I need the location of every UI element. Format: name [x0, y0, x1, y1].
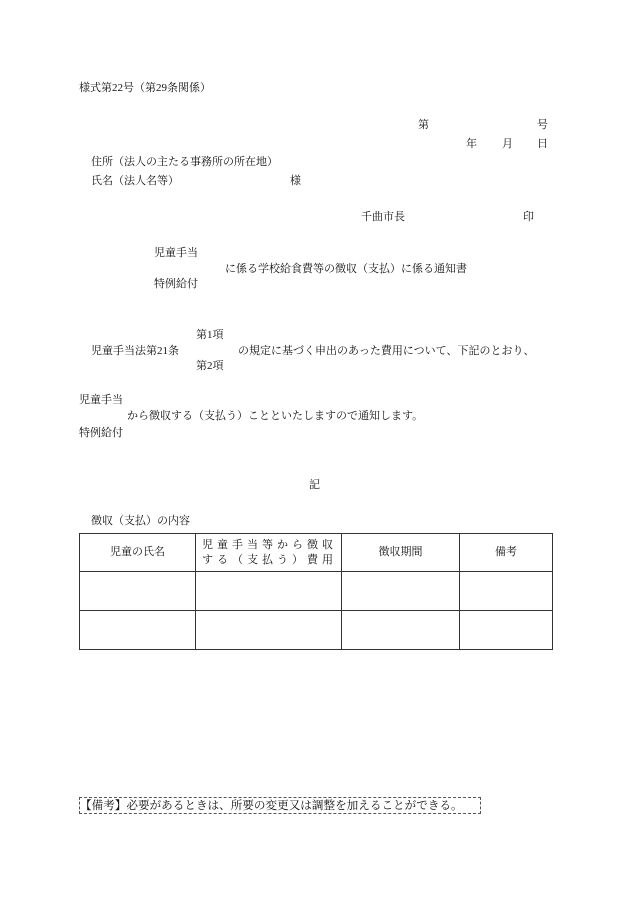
date-month: 月	[502, 138, 513, 150]
header-collection-period: 徴収期間	[342, 534, 460, 572]
body-clause-1: 第1項	[196, 329, 224, 341]
header-child-name: 児童の氏名	[80, 534, 196, 572]
date-day: 日	[537, 138, 548, 150]
reference-go: 号	[537, 119, 548, 131]
document-title: に係る学校給食費等の徴収（支払）に係る通知書	[225, 263, 467, 275]
form-number: 様式第22号（第29条関係）	[79, 82, 211, 94]
issuer-seal: 印	[523, 211, 534, 223]
cell-collection-period	[342, 572, 460, 611]
body-law: 児童手当法第21条	[91, 345, 179, 357]
recipient-honorific: 様	[290, 175, 301, 187]
cell-child-name	[80, 611, 196, 650]
ki-heading: 記	[309, 479, 320, 491]
cell-fee	[196, 572, 342, 611]
title-option-child-allowance: 児童手当	[154, 247, 198, 259]
table-header-row	[80, 534, 553, 572]
body-clause-2: 第2項	[196, 360, 224, 372]
remarks-note-text: 【備考】必要があるときは、所要の変更又は調整を加えることができる。	[80, 799, 463, 812]
cell-remarks	[460, 611, 553, 650]
header-remarks: 備考	[460, 534, 553, 572]
recipient-name-label: 氏名（法人名等）	[91, 175, 179, 187]
issuer-title: 千曲市長	[361, 211, 405, 223]
table-row	[80, 572, 553, 611]
table-row	[80, 611, 553, 650]
cell-fee	[196, 611, 342, 650]
header-fee-line-1: 児童手当等から徴収	[202, 538, 337, 551]
table-caption: 徴収（支払）の内容	[91, 515, 190, 527]
header-fee	[196, 534, 342, 572]
recipient-address-label: 住所（法人の主たる事務所の所在地）	[91, 156, 278, 168]
date-year: 年	[466, 138, 477, 150]
body-option-special-benefit: 特例給付	[79, 427, 123, 439]
content-table	[79, 533, 553, 650]
cell-remarks	[460, 572, 553, 611]
remarks-note-box	[79, 797, 481, 814]
body-option-child-allowance: 児童手当	[79, 394, 123, 406]
reference-dai: 第	[418, 119, 429, 131]
cell-child-name	[80, 572, 196, 611]
title-option-special-benefit: 特例給付	[154, 278, 198, 290]
header-fee-line-2: する（支払う）費用	[202, 553, 337, 566]
body-line-1: の規定に基づく申出のあった費用について、下記のとおり、	[238, 345, 535, 357]
cell-collection-period	[342, 611, 460, 650]
body-line-2: から徴収する（支払う）ことといたしますので通知します。	[127, 410, 424, 422]
